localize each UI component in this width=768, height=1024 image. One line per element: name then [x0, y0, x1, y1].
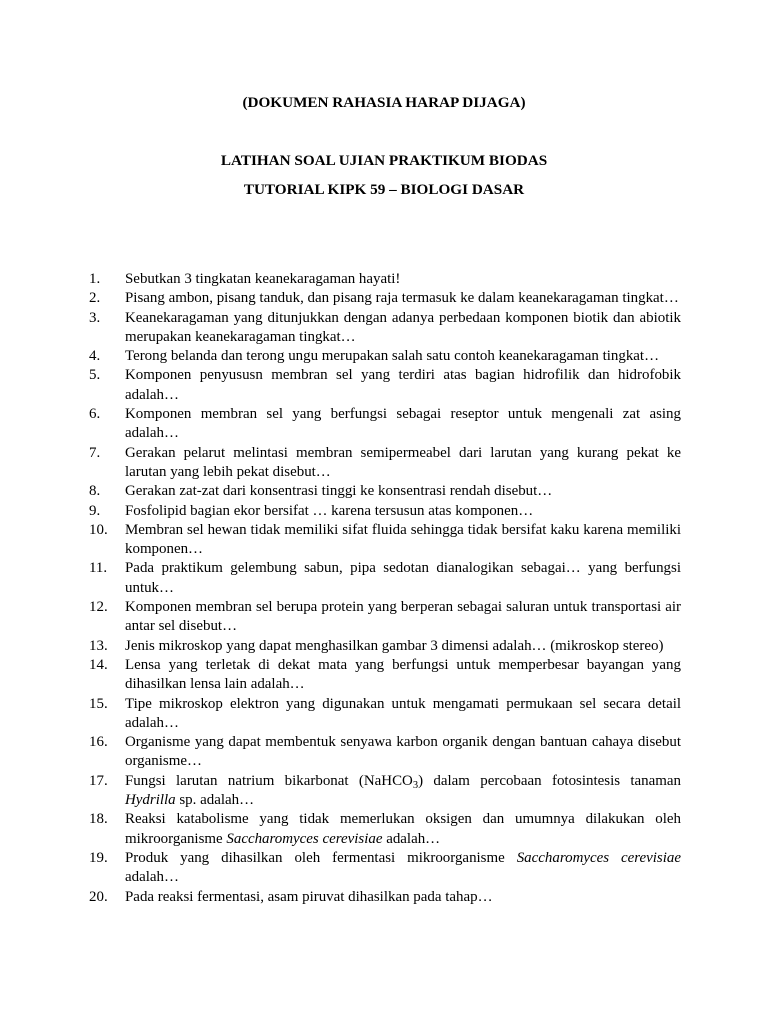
question-number: 3.	[89, 309, 101, 326]
question-number: 19.	[89, 849, 108, 866]
question-number: 4.	[89, 348, 101, 365]
question-item-6	[89, 405, 681, 444]
question-item-9	[89, 502, 681, 521]
question-item-15	[89, 695, 681, 734]
question-text: Komponen penyususn membran sel yang terdiri atas bagian hidrofilik dan hidrofobik adalah…	[125, 367, 681, 403]
confidential-notice: (DOKUMEN RAHASIA HARAP DIJAGA)	[242, 94, 526, 111]
question-text: Gerakan pelarut melintasi membran semipermeabel dari larutan yang kurang pekat ke larutan yang lebih pekat disebut…	[125, 444, 681, 480]
chemical-subscript: 3	[412, 779, 419, 791]
question-text: Jenis mikroskop yang dapat menghasilkan gambar 3 dimensi adalah… (mikroskop stereo)	[125, 637, 664, 654]
question-number: 18.	[89, 811, 108, 828]
question-text: Sebutkan 3 tingkatan keanekaragaman hayati!	[125, 271, 401, 287]
question-number: 10.	[89, 521, 108, 538]
document-subtitle: TUTORIAL KIPK 59 – BIOLOGI DASAR	[243, 181, 525, 198]
question-text-segment: adalah…	[125, 869, 179, 886]
question-text-segment: Fungsi larutan natrium bikarbonat (NaHCO	[125, 772, 413, 789]
document-title: LATIHAN SOAL UJIAN PRAKTIKUM BIODAS	[220, 152, 548, 169]
question-item-14	[89, 656, 681, 695]
question-text: Pisang ambon, pisang tanduk, dan pisang raja termasuk ke dalam keanekaragaman tingkat…	[125, 290, 679, 307]
question-text-segment: Produk yang dihasilkan oleh fermentasi mikroorganisme	[125, 849, 517, 866]
species-name: Saccharomyces cerevisiae	[516, 849, 681, 866]
question-text: Fosfolipid bagian ekor bersifat … karena tersusun atas komponen…	[125, 502, 534, 519]
question-item-17	[89, 772, 681, 811]
question-item-5	[89, 366, 681, 405]
question-text: Lensa yang terletak di dekat mata yang berfungsi untuk memperbesar bayangan yang dihasilkan lensa lain adalah…	[125, 656, 681, 693]
question-number: 8.	[89, 483, 101, 500]
question-text-segment: ) dalam percobaan fotosintesis tanaman	[418, 772, 681, 789]
question-number: 9.	[89, 502, 101, 519]
question-text: Keanekaragaman yang ditunjukkan dengan adanya perbedaan komponen biotik dan abiotik merupakan keanekaragaman tingkat…	[125, 309, 681, 345]
question-number: 16.	[89, 734, 108, 751]
question-item-8	[89, 482, 681, 501]
question-number: 13.	[89, 637, 108, 654]
question-item-12	[89, 598, 681, 637]
question-text: Organisme yang dapat membentuk senyawa karbon organik dengan bantuan cahaya disebut organisme…	[125, 734, 681, 770]
question-number: 1.	[89, 271, 101, 287]
question-item-11	[89, 559, 681, 598]
question-text: Komponen membran sel berupa protein yang berperan sebagai saluran untuk transportasi air antar sel disebut…	[125, 599, 681, 635]
question-item-2	[89, 289, 681, 308]
question-number: 6.	[89, 406, 101, 423]
question-number: 20.	[89, 888, 108, 905]
question-number: 15.	[89, 695, 108, 712]
question-item-7	[89, 444, 681, 483]
question-item-3	[89, 309, 681, 348]
question-text	[125, 849, 681, 888]
question-text: Terong belanda dan terong ungu merupakan salah satu contoh keanekaragaman tingkat…	[125, 348, 660, 365]
species-name: Hydrilla	[125, 792, 176, 809]
species-name: Saccharomyces cerevisiae	[226, 830, 383, 847]
question-number: 14.	[89, 656, 108, 673]
question-item-13	[89, 637, 681, 656]
question-item-20	[89, 888, 681, 907]
question-number: 5.	[89, 367, 101, 384]
question-text	[125, 772, 681, 811]
question-item-18	[89, 810, 681, 849]
question-text-segment: adalah…	[382, 830, 441, 847]
question-text-segment: sp. adalah…	[175, 792, 255, 809]
question-text: Komponen membran sel yang berfungsi sebagai reseptor untuk mengenali zat asing adalah…	[125, 406, 681, 442]
question-text: Gerakan zat-zat dari konsentrasi tinggi ke konsentrasi rendah disebut…	[125, 483, 553, 500]
question-text-segment: Reaksi katabolisme yang tidak memerlukan oksigen dan umumnya dilakukan oleh mikroorganisme	[125, 811, 681, 847]
question-item-16	[89, 733, 681, 772]
question-number: 17.	[89, 772, 108, 789]
question-text	[125, 810, 681, 849]
question-item-4	[89, 347, 681, 366]
question-text: Pada reaksi fermentasi, asam piruvat dihasilkan pada tahap…	[125, 888, 493, 905]
question-text: Pada praktikum gelembung sabun, pipa sedotan dianalogikan sebagai… yang berfungsi untuk…	[125, 560, 681, 596]
question-number: 12.	[89, 599, 108, 616]
question-list	[89, 270, 681, 907]
question-text: Membran sel hewan tidak memiliki sifat fluida sehingga tidak bersifat kaku karena memiliki komponen…	[125, 521, 681, 558]
question-number: 2.	[89, 290, 101, 307]
question-item-10	[89, 521, 681, 560]
question-item-1	[89, 270, 681, 289]
question-number: 7.	[89, 444, 101, 461]
question-item-19	[89, 849, 681, 888]
question-text: Tipe mikroskop elektron yang digunakan untuk mengamati permukaan sel secara detail adalah…	[125, 695, 681, 731]
question-number: 11.	[89, 560, 108, 577]
